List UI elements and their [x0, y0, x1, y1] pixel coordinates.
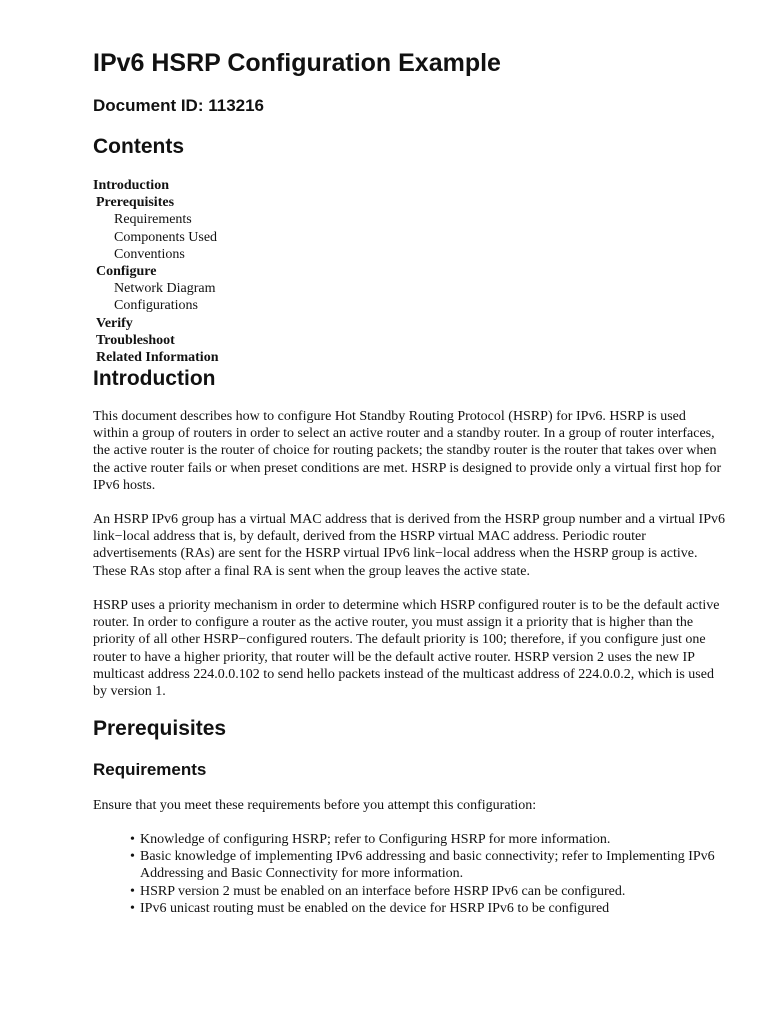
- list-item-text: Basic knowledge of implementing IPv6 addressing and basic connectivity; refer to Implementing IPv6 Addressing and Basic Connectivity for more information.: [140, 849, 715, 882]
- toc-link-requirements[interactable]: Requirements: [114, 212, 192, 228]
- introduction-paragraph-3: HSRP uses a priority mechanism in order to determine which HSRP configured router is to be the default active router. In order to configure a router as the active router, you must assign it a priority that is higher than the priority of all other HSRP−configured routers. The default priority is 100; therefore, if you configure just one router to have a higher priority, that router will be the default active router. HSRP version 2 uses the new IP multicast address 224.0.0.102 to send hello packets instead of the multicast address of 224.0.0.2, which is used by version 1.: [93, 598, 720, 700]
- requirements-intro: Ensure that you meet these requirements before you attempt this configuration:: [93, 798, 537, 813]
- list-item-text: IPv6 unicast routing must be enabled on the device for HSRP IPv6 to be configured: [140, 900, 610, 916]
- bullet-icon: •: [130, 883, 135, 899]
- bullet-icon: •: [130, 832, 135, 847]
- requirements-list: [131, 831, 721, 917]
- document-id: Document ID: 113216: [93, 96, 265, 115]
- toc-link-conventions[interactable]: Conventions: [114, 246, 185, 262]
- list-item: [131, 831, 721, 848]
- toc-link-network-diagram[interactable]: Network Diagram: [114, 281, 216, 297]
- toc-link-prerequisites[interactable]: Prerequisites: [96, 195, 175, 211]
- toc-link-components-used[interactable]: Components Used: [114, 229, 218, 245]
- introduction-heading: Introduction: [93, 367, 216, 390]
- list-item: [131, 883, 721, 900]
- bullet-icon: •: [130, 849, 135, 865]
- toc-link-configurations[interactable]: Configurations: [114, 298, 198, 314]
- introduction-paragraph-1: This document describes how to configure Hot Standby Routing Protocol (HSRP) for IPv6. HSRP is used within a group of routers in order to select an active router and a standby router. In a group of router interfaces, the active router is the router of choice for routing packets; the standby router is the router that takes over when the active router fails or when preset conditions are met. HSRP is designed to provide only a virtual first hop for IPv6 hosts.: [93, 409, 722, 493]
- list-item-text: Knowledge of configuring HSRP; refer to Configuring HSRP for more information.: [140, 832, 611, 847]
- list-item: [131, 900, 721, 917]
- bullet-icon: •: [130, 900, 135, 916]
- introduction-paragraph-2: An HSRP IPv6 group has a virtual MAC address that is derived from the HSRP group number and a virtual IPv6 link−local address that is, by default, derived from the HSRP virtual MAC address. Periodic router advertisements (RAs) are sent for the HSRP virtual IPv6 link−local address when the HSRP group is active. These RAs stop after a final RA is sent when the group leaves the active state.: [93, 512, 726, 579]
- list-item: [131, 848, 721, 882]
- list-item-text: HSRP version 2 must be enabled on an interface before HSRP IPv6 can be configured.: [140, 883, 626, 899]
- contents-heading: Contents: [93, 135, 184, 158]
- prerequisites-heading: Prerequisites: [93, 717, 227, 740]
- toc-link-troubleshoot[interactable]: Troubleshoot: [96, 332, 175, 348]
- requirements-heading: Requirements: [93, 760, 207, 779]
- page-title: IPv6 HSRP Configuration Example: [93, 49, 501, 77]
- toc-link-configure[interactable]: Configure: [96, 264, 157, 280]
- toc-link-verify[interactable]: Verify: [96, 315, 133, 331]
- table-of-contents: [93, 177, 219, 366]
- toc-link-related-information[interactable]: Related Information: [96, 350, 219, 366]
- toc-link-introduction[interactable]: Introduction: [93, 178, 169, 193]
